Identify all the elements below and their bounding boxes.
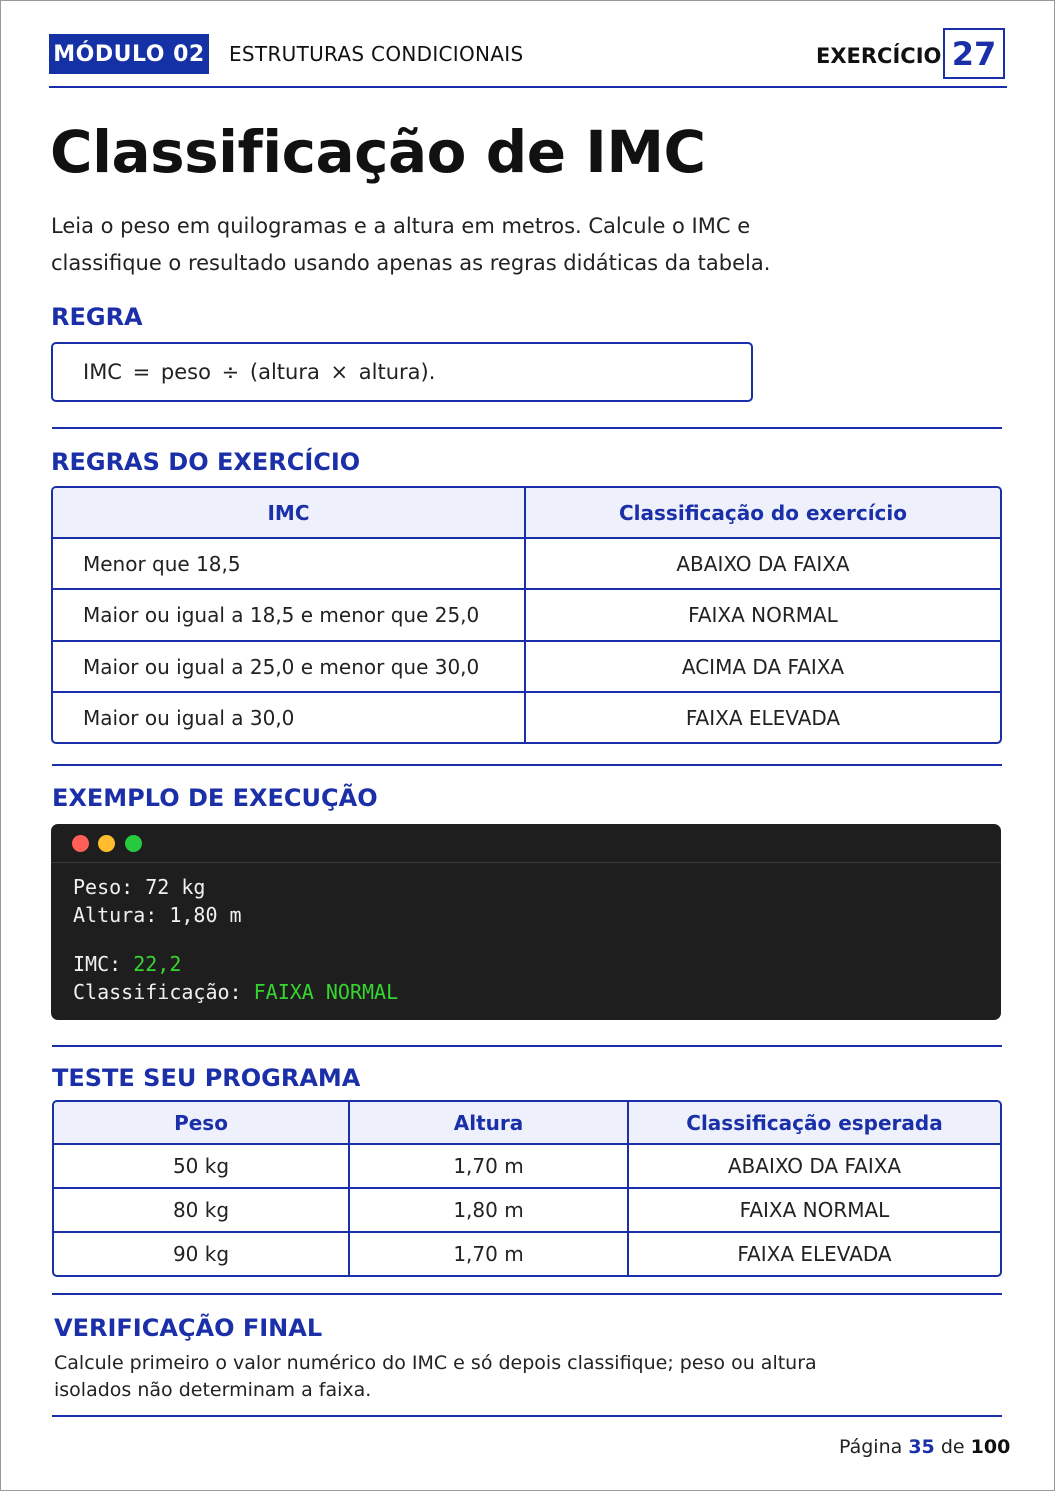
classification-cell: FAIXA NORMAL	[525, 589, 1000, 640]
rules-section-title: REGRAS DO EXERCÍCIO	[51, 448, 361, 476]
maximize-dot-icon	[125, 835, 142, 852]
header-divider	[49, 86, 1007, 88]
intro-line: classifique o resultado usando apenas as regras didáticas da tabela.	[51, 251, 771, 275]
table-row	[54, 1232, 1000, 1275]
section-divider	[52, 427, 1002, 429]
table-row	[53, 692, 1000, 742]
classification-cell: ACIMA DA FAIXA	[525, 641, 1000, 692]
footer-divider	[52, 1415, 1002, 1417]
terminal-line	[73, 950, 398, 978]
column-header-height: Altura	[349, 1102, 628, 1144]
formula-text: IMC = peso ÷ (altura × altura).	[83, 360, 436, 384]
page-title: Classificação de IMC	[50, 118, 706, 186]
exercise-number: 27	[943, 28, 1005, 79]
terminal-title-bar	[51, 824, 1001, 863]
weight-cell: 50 kg	[54, 1144, 349, 1188]
formula-box	[51, 342, 753, 402]
current-page-number: 35	[908, 1436, 935, 1458]
example-section-title: EXEMPLO DE EXECUÇÃO	[52, 784, 378, 812]
classification-label: Classificação:	[73, 980, 254, 1004]
terminal-line: Altura: 1,80 m	[73, 903, 242, 927]
module-title: ESTRUTURAS CONDICIONAIS	[229, 42, 524, 66]
test-table	[52, 1100, 1002, 1277]
terminal-window	[51, 824, 1001, 1020]
column-header-weight: Peso	[54, 1102, 349, 1144]
table-row	[54, 1144, 1000, 1188]
terminal-line: Peso: 72 kg	[73, 875, 206, 899]
height-cell: 1,70 m	[349, 1144, 628, 1188]
page-label: Página	[839, 1436, 903, 1458]
expected-cell: FAIXA ELEVADA	[737, 1242, 892, 1267]
table-row	[53, 538, 1000, 589]
rules-table	[51, 486, 1002, 744]
height-cell: 1,80 m	[349, 1188, 628, 1232]
final-line: isolados não determinam a faixa.	[54, 1379, 372, 1401]
module-badge: MÓDULO 02	[49, 34, 209, 74]
expected-cell: FAIXA NORMAL	[628, 1188, 1000, 1232]
table-header-row	[54, 1102, 1000, 1144]
terminal-line	[73, 978, 398, 1006]
expected-cell: ABAIXO DA FAIXA	[628, 1144, 1000, 1188]
intro-line: Leia o peso em quilogramas e a altura em metros. Calcule o IMC e	[51, 214, 751, 238]
minimize-dot-icon	[98, 835, 115, 852]
column-header-imc: IMC	[53, 488, 525, 538]
weight-cell: 80 kg	[54, 1188, 349, 1232]
table-row	[54, 1188, 1000, 1232]
table-row	[53, 641, 1000, 692]
table-row	[53, 589, 1000, 640]
imc-range-cell: Maior ou igual a 25,0 e menor que 30,0	[53, 641, 525, 692]
imc-label: IMC:	[73, 952, 134, 976]
of-label: de	[940, 1436, 965, 1458]
exercise-label: EXERCÍCIO	[816, 44, 942, 68]
imc-value: 22,2	[133, 952, 182, 976]
classification-cell: ABAIXO DA FAIXA	[525, 538, 1000, 589]
column-header-expected: Classificação esperada	[628, 1102, 1000, 1144]
section-divider	[52, 1293, 1002, 1295]
column-header-classification: Classificação do exercício	[525, 488, 1000, 538]
imc-range-cell: Maior ou igual a 18,5 e menor que 25,0	[53, 589, 525, 640]
table-header-row	[53, 488, 1000, 538]
final-line: Calcule primeiro o valor numérico do IMC e só depois classifique; peso ou altura	[54, 1352, 817, 1374]
imc-range-cell: Menor que 18,5	[53, 538, 525, 589]
terminal-blank-line	[73, 929, 398, 950]
test-section-title: TESTE SEU PROGRAMA	[52, 1064, 361, 1092]
classification-value: FAIXA NORMAL	[253, 980, 399, 1004]
total-pages-number: 100	[970, 1436, 1011, 1458]
page-counter	[839, 1436, 1010, 1458]
final-section-title: VERIFICAÇÃO FINAL	[54, 1314, 323, 1342]
terminal-output	[73, 873, 398, 1006]
close-dot-icon	[72, 835, 89, 852]
weight-cell: 90 kg	[54, 1232, 349, 1275]
classification-cell: FAIXA ELEVADA	[685, 705, 841, 730]
rule-section-title: REGRA	[51, 303, 143, 331]
section-divider	[52, 764, 1002, 766]
section-divider	[52, 1045, 1002, 1047]
final-text	[54, 1350, 834, 1404]
imc-range-cell: Maior ou igual a 30,0	[53, 692, 525, 742]
intro-text	[51, 208, 771, 282]
height-cell: 1,70 m	[349, 1232, 628, 1275]
